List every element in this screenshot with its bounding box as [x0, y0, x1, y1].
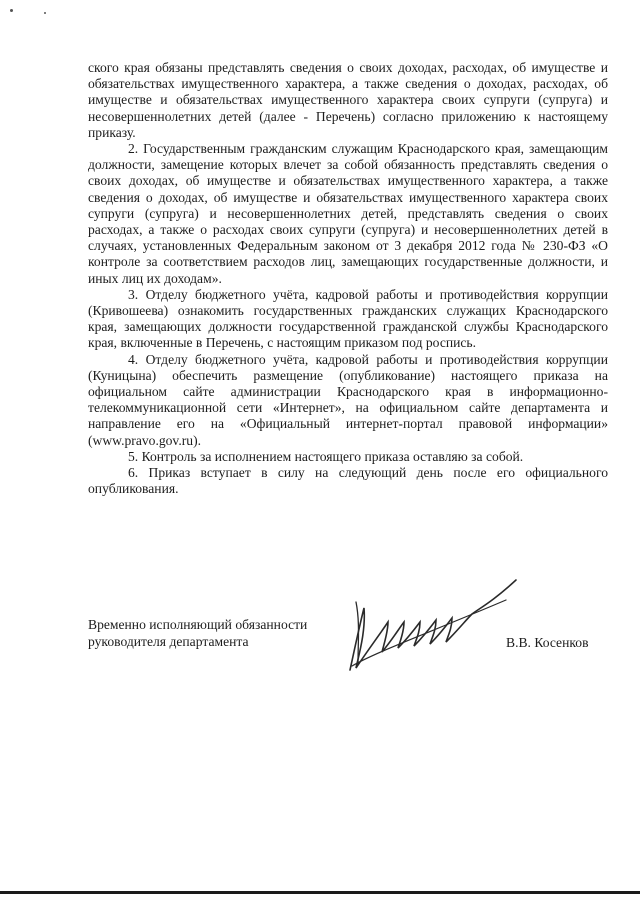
signatory-role-line-1: Временно исполняющий обязанности	[88, 617, 308, 632]
paragraph-1: ского края обязаны представлять сведения о своих доходах, расходах, об имуществе и обязательствах имущественного характера, а также сведения о доходах, расходах, об имуществе и обязательствах имущественного характера своих супруги (супруга) и несовершеннолетних детей (далее - Перечень) согласно приложению к настоящему приказу.	[88, 60, 608, 140]
signatory-name: В.В. Косенков	[506, 635, 589, 650]
paragraph-5: 5. Контроль за исполнением настоящего приказа оставляю за собой.	[128, 448, 524, 464]
paragraph-2: 2. Государственным гражданским служащим Краснодарского края, замещающим должности, замещение которых влечет за собой обязанность представлять сведения о своих доходах, об имуществе и обязательствах имущественного характера, а также сведения о доходах, об имуществе и обязательствах имущественного характера своих супруги (супруга) и несовершеннолетних детей, представлять сведения о своих расходах, а также о расходах своих супруги (супруга) и несовершеннолетних детей в случаях, установленных Федеральным законом от 3 декабря 2012 года № 230-ФЗ «О контроле за соответствием расходов лиц, замещающих государственные должности, и иных лиц их доходам».	[88, 141, 608, 286]
scan-speck	[10, 9, 13, 12]
paragraph-3: 3. Отделу бюджетного учёта, кадровой работы и противодействия коррупции (Кривошеева) ознакомить государственных гражданских служащих Краснодарского края, замещающих должности государственной гражданской службы Краснодарского края, включенные в Перечень, с настоящим приказом под роспись.	[88, 286, 608, 351]
signatory-role-line-2: руководителя департамента	[88, 634, 249, 649]
scan-speck	[44, 12, 46, 14]
paragraph-6: 6. Приказ вступает в силу на следующий день после его официального опубликования.	[88, 465, 608, 497]
handwritten-signature	[336, 572, 536, 682]
paragraph-4: 4. Отделу бюджетного учёта, кадровой работы и противодействия коррупции (Куницына) обеспечить размещение (опубликование) настоящего приказа на официальном сайте администрации Краснодарского края в информационно-телекоммуникационной сети «Интернет», на официальном сайте департамента и направление его на «Официальный интернет-портал правовой информации» (www.pravo.gov.ru).	[88, 351, 608, 448]
document-body	[88, 60, 608, 497]
scan-edge-line	[0, 891, 640, 894]
